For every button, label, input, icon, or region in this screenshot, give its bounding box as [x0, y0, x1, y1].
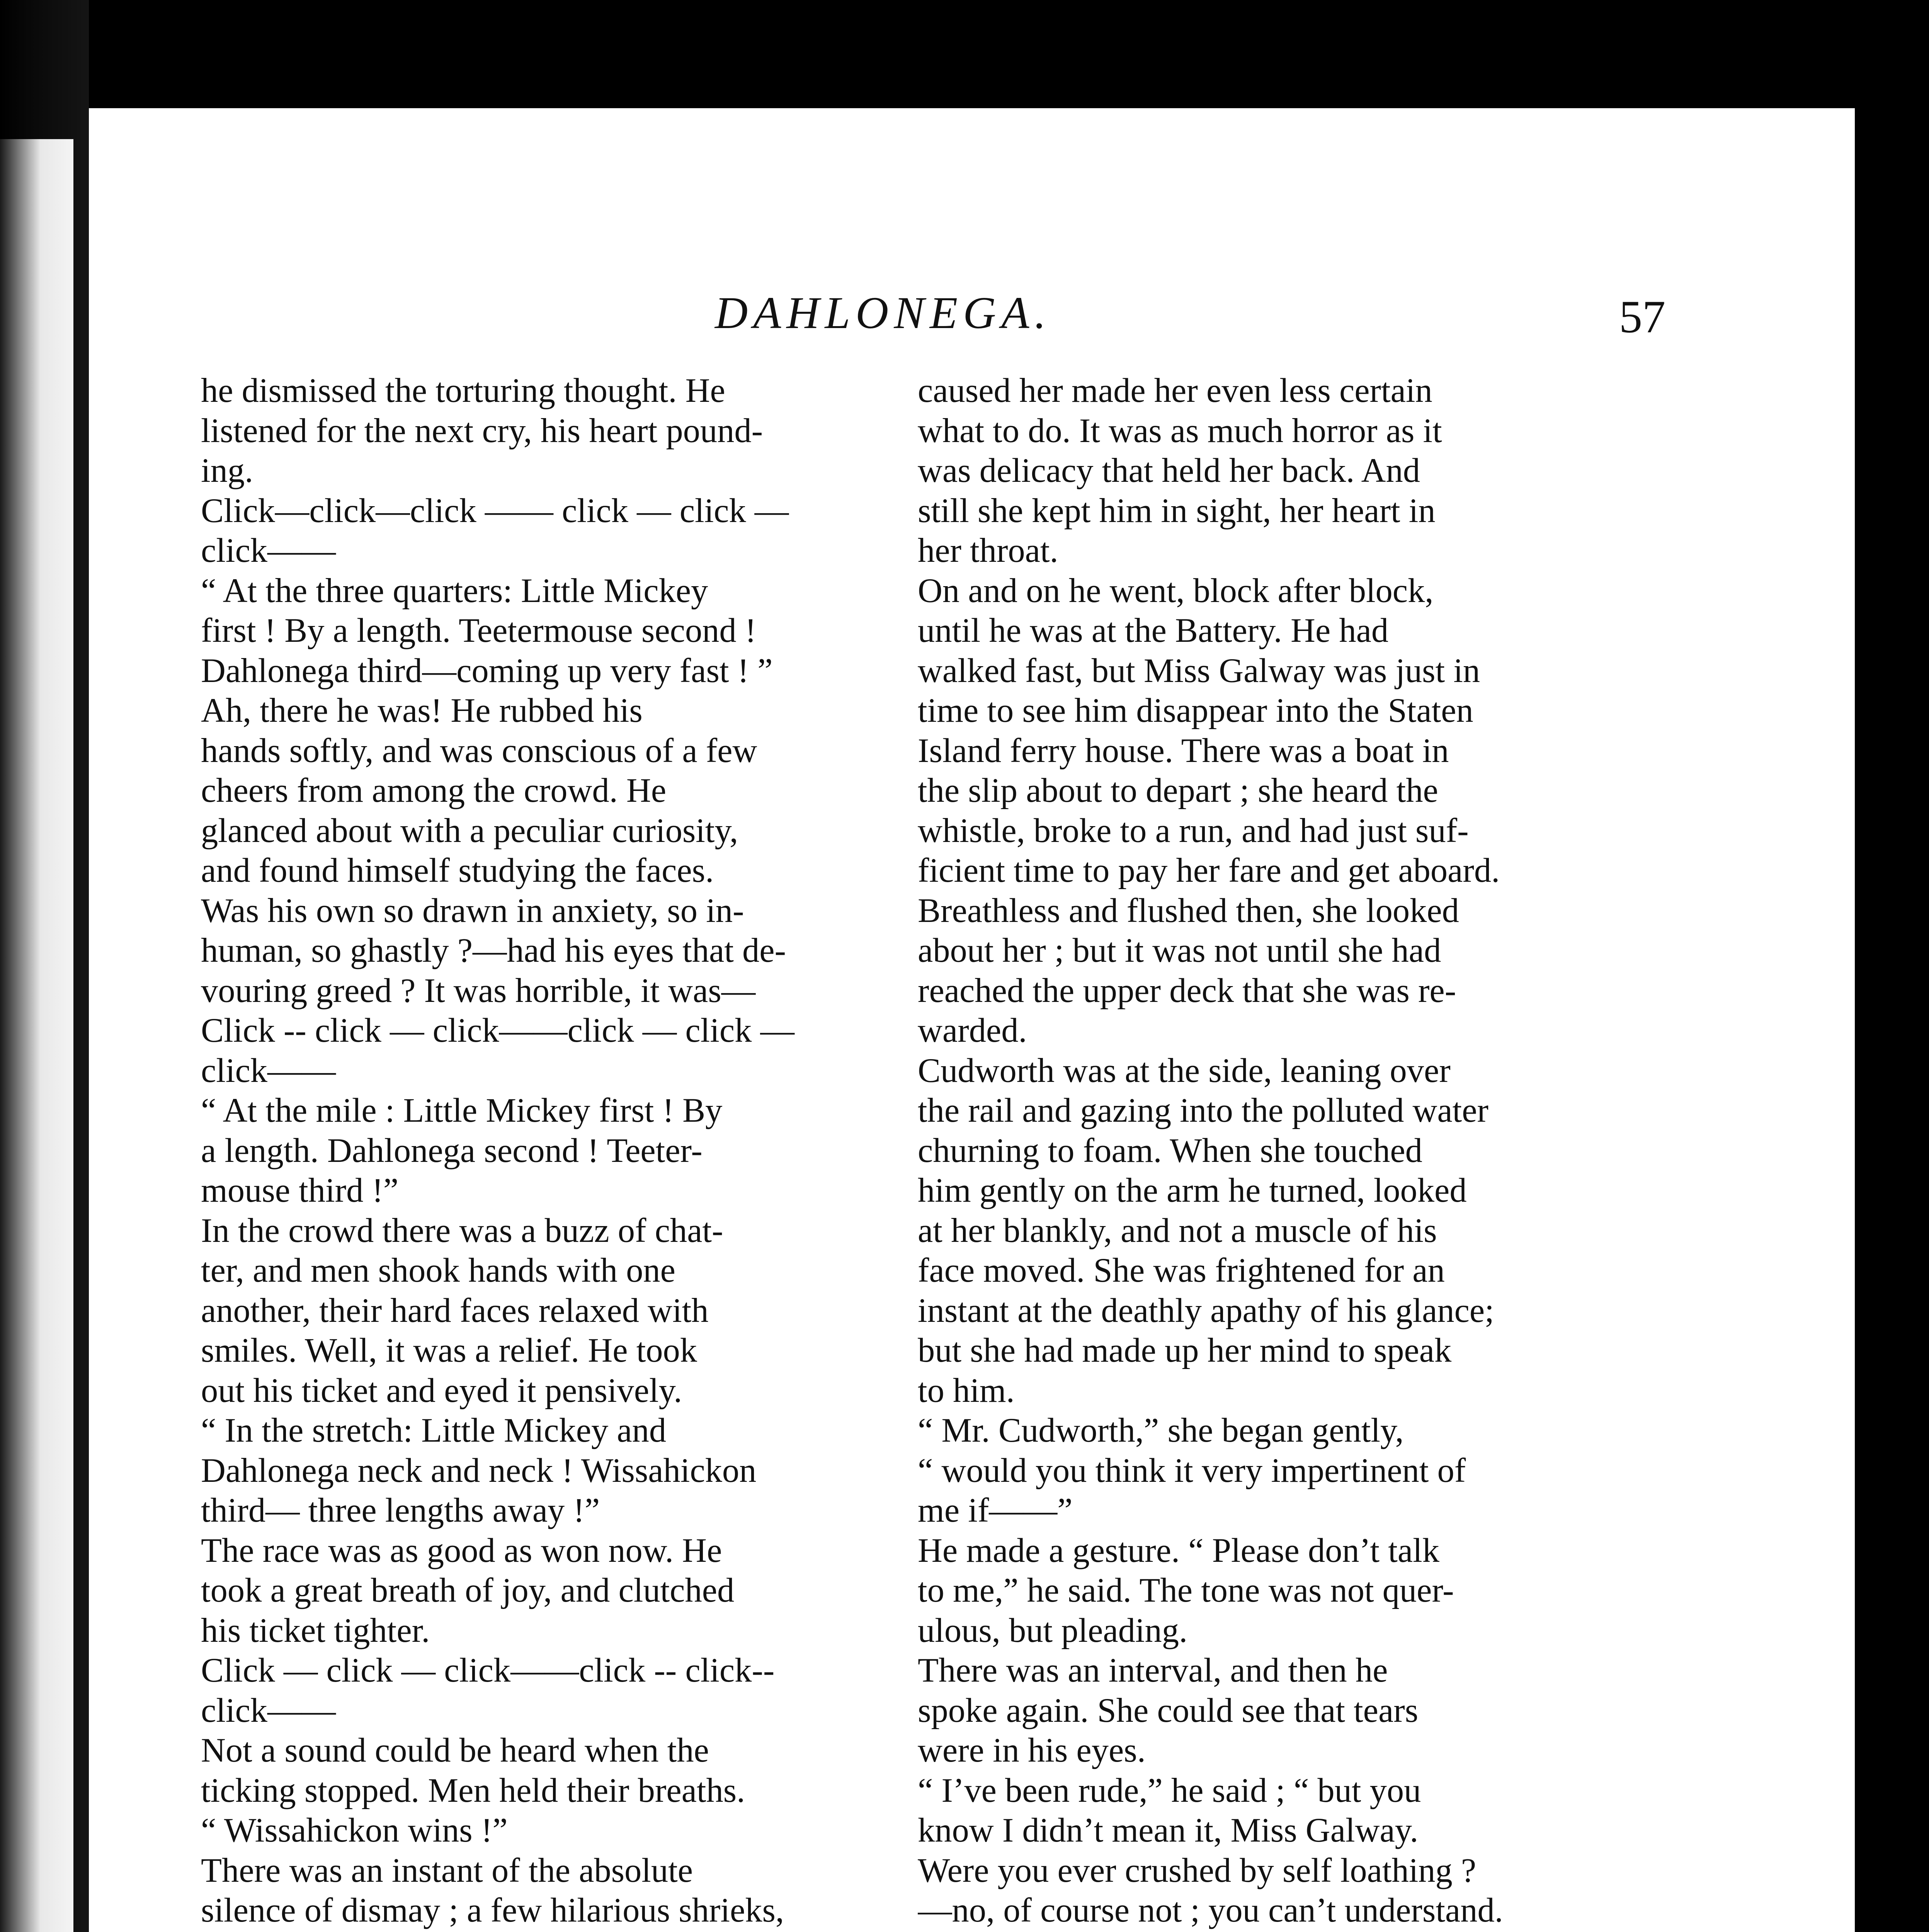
left-column-line: a length. Dahlonega second ! Teeter-	[201, 1131, 703, 1170]
right-column-line: him gently on the arm he turned, looked	[918, 1172, 1467, 1209]
right-column-line: “ Mr. Cudworth,” she began gently,	[918, 1412, 1404, 1449]
left-column-line: “ At the three quarters: Little Mickey	[201, 571, 708, 610]
right-column-line: whistle, broke to a run, and had just suf-	[918, 811, 1469, 850]
book-page	[89, 108, 1855, 1932]
left-column-line: third— three lengths away !”	[201, 1492, 600, 1529]
right-column-line: was delicacy that held her back. And	[918, 452, 1420, 490]
right-column-line: “ I’ve been rude,” he said ; “ but you	[918, 1771, 1421, 1810]
right-column-line: On and on he went, block after block,	[918, 571, 1434, 610]
right-column-line: Island ferry house. There was a boat in	[918, 731, 1449, 770]
left-text-column	[201, 371, 889, 1932]
right-column-line	[918, 1931, 1606, 1932]
running-title: DAHLONEGA.	[715, 287, 1051, 338]
right-column-line: Were you ever crushed by self loathing ?	[918, 1851, 1477, 1889]
right-column-line: face moved. She was frightened for an	[918, 1252, 1445, 1289]
left-column-line: ing.	[201, 452, 253, 490]
left-column-line: click——	[201, 532, 336, 570]
left-column-line: mouse third !”	[201, 1172, 399, 1209]
left-column-line: “ Wissahickon wins !”	[201, 1811, 508, 1849]
right-column-line: spoke again. She could see that tears	[918, 1691, 1419, 1730]
right-column-line: to me,” he said. The tone was not quer-	[918, 1571, 1454, 1609]
left-column-line: Click — click — click——click -- click--	[201, 1651, 775, 1689]
left-column-line: “ In the stretch: Little Mickey and	[201, 1412, 667, 1449]
left-column-line: Dahlonega neck and neck ! Wissahickon	[201, 1451, 757, 1490]
left-column-line	[201, 1931, 889, 1932]
right-column-line: “ would you think it very impertinent of	[918, 1451, 1466, 1490]
left-column-line: out his ticket and eyed it pensively.	[201, 1371, 682, 1410]
right-column-line: reached the upper deck that she was re-	[918, 971, 1456, 1010]
left-column-line: “ At the mile : Little Mickey first ! By	[201, 1092, 723, 1129]
previous-page-edge	[0, 139, 73, 1932]
left-column-line: another, their hard faces relaxed with	[201, 1291, 709, 1330]
left-column-line: In the crowd there was a buzz of chat-	[201, 1211, 723, 1250]
left-column-line: first ! By a length. Teetermouse second !	[201, 612, 757, 650]
left-column-line: click——	[201, 1051, 336, 1090]
right-column-line: —no, of course not ; you can’t understand.	[918, 1891, 1503, 1929]
right-column-line: what to do. It was as much horror as it	[918, 412, 1442, 450]
left-column-line: listened for the next cry, his heart pound-	[201, 412, 763, 450]
right-column-line: but she had made up her mind to speak	[918, 1332, 1452, 1369]
left-column-line: The race was as good as won now. He	[201, 1531, 722, 1570]
left-column-line: ter, and men shook hands with one	[201, 1252, 675, 1289]
left-column-line: human, so ghastly ?—had his eyes that de-	[201, 932, 786, 969]
left-column-line: glanced about with a peculiar curiosity,	[201, 811, 738, 850]
right-column-line: were in his eyes.	[918, 1731, 1146, 1769]
right-column-line: churning to foam. When she touched	[918, 1131, 1422, 1170]
right-column-line: warded.	[918, 1012, 1027, 1049]
left-column-line: hands softly, and was conscious of a few	[201, 731, 757, 770]
left-column-line: ticking stopped. Men held their breaths.	[201, 1771, 745, 1810]
right-column-line: about her ; but it was not until she had	[918, 932, 1441, 969]
running-head	[89, 286, 1855, 348]
right-column-line: the rail and gazing into the polluted water	[918, 1092, 1488, 1129]
right-column-line: caused her made her even less certain	[918, 372, 1432, 410]
left-column-line: cheers from among the crowd. He	[201, 772, 667, 810]
left-column-line: Dahlonega third—coming up very fast ! ”	[201, 651, 773, 690]
left-column-line: silence of dismay ; a few hilarious shrieks,	[201, 1891, 784, 1929]
page-number: 57	[1619, 291, 1665, 342]
left-column-line: took a great breath of joy, and clutched	[201, 1571, 735, 1609]
right-column-line: me if——”	[918, 1492, 1073, 1529]
right-column-line: ficient time to pay her fare and get aboard.	[918, 852, 1500, 889]
right-column-line: Cudworth was at the side, leaning over	[918, 1051, 1451, 1090]
left-column-line: smiles. Well, it was a relief. He took	[201, 1332, 697, 1369]
right-column-line: time to see him disappear into the Staten	[918, 692, 1473, 730]
left-column-line: click——	[201, 1691, 336, 1730]
right-column-line: Breathless and flushed then, she looked	[918, 891, 1459, 930]
right-column-line: at her blankly, and not a muscle of his	[918, 1211, 1437, 1250]
right-column-line: until he was at the Battery. He had	[918, 612, 1389, 650]
left-column-line: There was an instant of the absolute	[201, 1851, 693, 1889]
right-column-line: There was an interval, and then he	[918, 1651, 1388, 1689]
left-column-line: Ah, there he was! He rubbed his	[201, 692, 643, 730]
right-column-line: know I didn’t mean it, Miss Galway.	[918, 1811, 1419, 1849]
right-column-line: her throat.	[918, 532, 1058, 570]
left-column-line: and found himself studying the faces.	[201, 852, 714, 889]
left-column-line: Not a sound could be heard when the	[201, 1731, 709, 1769]
left-column-line: he dismissed the torturing thought. He	[201, 372, 725, 410]
left-column-line: Was his own so drawn in anxiety, so in-	[201, 891, 744, 930]
right-column-line: to him.	[918, 1371, 1015, 1410]
left-column-line: Click -- click — click——click — click —	[201, 1012, 795, 1049]
left-column-line: vouring greed ? It was horrible, it was—	[201, 971, 756, 1010]
left-column-line: Click—click—click —— click — click —	[201, 492, 789, 530]
right-column-line: walked fast, but Miss Galway was just in	[918, 651, 1480, 690]
left-column-line: his ticket tighter.	[201, 1611, 430, 1650]
right-column-line: still she kept him in sight, her heart in	[918, 492, 1436, 530]
right-column-line: the slip about to depart ; she heard the	[918, 772, 1438, 810]
right-column-line: instant at the deathly apathy of his glance;	[918, 1291, 1494, 1330]
right-column-line: ulous, but pleading.	[918, 1611, 1188, 1650]
right-column-line: He made a gesture. “ Please don’t talk	[918, 1531, 1439, 1570]
right-text-column	[918, 371, 1606, 1932]
